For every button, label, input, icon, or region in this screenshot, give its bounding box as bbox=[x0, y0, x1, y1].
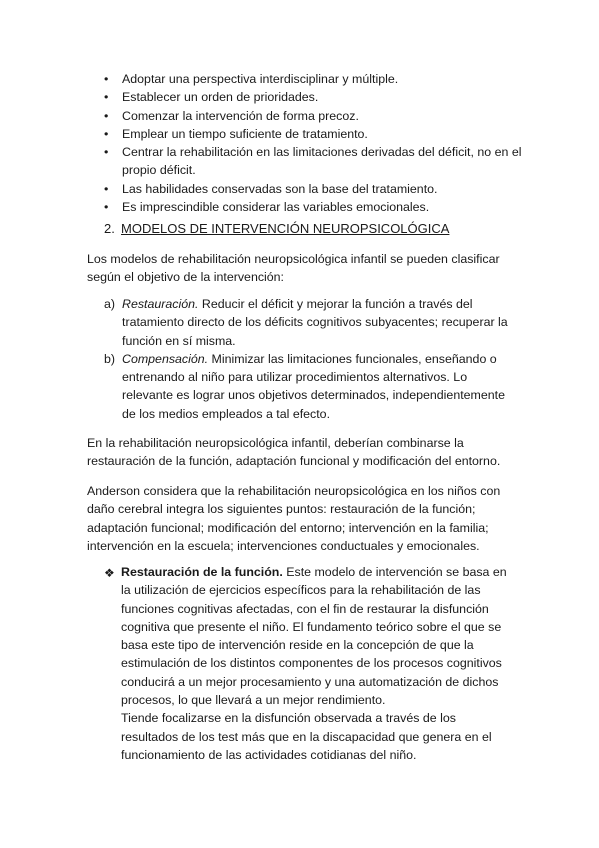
item-label: a) bbox=[104, 297, 116, 311]
list-item bbox=[104, 107, 524, 125]
principles-list bbox=[104, 70, 524, 216]
bullet-text: Centrar la rehabilitación en las limitaciones derivadas del déficit, no en el propio déficit. bbox=[122, 145, 522, 178]
bullet-icon: • bbox=[104, 145, 109, 160]
section-title: MODELOS DE INTERVENCIÓN NEUROPSICOLÓGICA bbox=[121, 221, 450, 236]
paragraph: En la rehabilitación neuropsicológica infantil, deberían combinarse la restauración de la función, adaptación funcional y modificación del entorno. bbox=[87, 436, 501, 469]
bullet-text: Establecer un orden de prioridades. bbox=[122, 90, 319, 105]
bullet-text: Adoptar una perspectiva interdisciplinar y múltiple. bbox=[122, 72, 399, 86]
item-label: b) bbox=[104, 351, 116, 366]
section-heading bbox=[104, 220, 449, 238]
bullet-icon: • bbox=[104, 72, 109, 86]
bullet-text: Es imprescindible considerar las variables emocionales. bbox=[122, 200, 430, 215]
paragraph: Anderson considera que la rehabilitación neuropsicológica en los niños con daño cerebral integra los siguientes puntos: restauración de la función; adaptación funcional; modificación del entorno; intervención en la familia; intervención en la escuela; intervenciones conductuales y emocionales. bbox=[87, 484, 501, 553]
list-item bbox=[104, 88, 524, 106]
model-description: Minimizar las limitaciones funcionales, enseñando o entrenando al niño para utilizar procedimientos alternativos. Lo relevante es lograr unos objetivos determinados, independientemente de los medios empleados a tal efecto. bbox=[122, 351, 505, 421]
model-term: Restauración. bbox=[122, 297, 199, 311]
bullet-text: Las habilidades conservadas son la base del tratamiento. bbox=[122, 181, 438, 196]
model-description: Reducir el déficit y mejorar la función a través del tratamiento directo de los déficits cognitivos subyacentes; recuperar la función en sí misma. bbox=[122, 297, 508, 348]
list-item bbox=[104, 295, 514, 350]
restauracion-title: Restauración de la función. bbox=[121, 565, 283, 579]
bullet-icon: • bbox=[104, 90, 109, 105]
bullet-icon: • bbox=[104, 126, 109, 141]
list-item bbox=[104, 180, 524, 198]
section-number: 2. bbox=[104, 221, 115, 236]
restauracion-section bbox=[104, 563, 514, 764]
list-item bbox=[104, 125, 524, 143]
bullet-text: Comenzar la intervención de forma precoz. bbox=[122, 108, 359, 123]
models-list bbox=[104, 295, 514, 423]
list-item bbox=[104, 70, 524, 88]
list-item bbox=[104, 143, 524, 180]
list-item bbox=[104, 198, 524, 216]
bullet-icon: • bbox=[104, 200, 109, 215]
bullet-icon: • bbox=[104, 108, 109, 123]
bullet-text: Emplear un tiempo suficiente de tratamiento. bbox=[122, 126, 368, 141]
intro-paragraph: Los modelos de rehabilitación neuropsicológica infantil se pueden clasificar según el objetivo de la intervención: bbox=[87, 252, 500, 285]
model-term: Compensación. bbox=[122, 351, 209, 366]
restauracion-text: Este modelo de intervención se basa en la utilización de ejercicios específicos para la rehabilitación de las funciones cognitivas afectadas, con el fin de restaurar la disfunción cognitiva que presente el niño. El fundamento teórico sobre el que se basa este tipo de intervención reside en la concepción de que la estimulación de los distintos componentes de los procesos cognitivos conducirá a un mejor procesamiento y una automatización de dichos procesos, lo que llevará a un mejor rendimiento. bbox=[121, 565, 507, 708]
restauracion-text-2: Tiende focalizarse en la disfunción observada a través de los resultados de los test más que en la discapacidad que genera en el funcionamiento de las actividades cotidianas del niño. bbox=[121, 711, 492, 762]
list-item bbox=[104, 350, 514, 423]
bullet-icon: • bbox=[104, 181, 109, 196]
diamond-bullet-icon: ❖ bbox=[104, 566, 115, 580]
